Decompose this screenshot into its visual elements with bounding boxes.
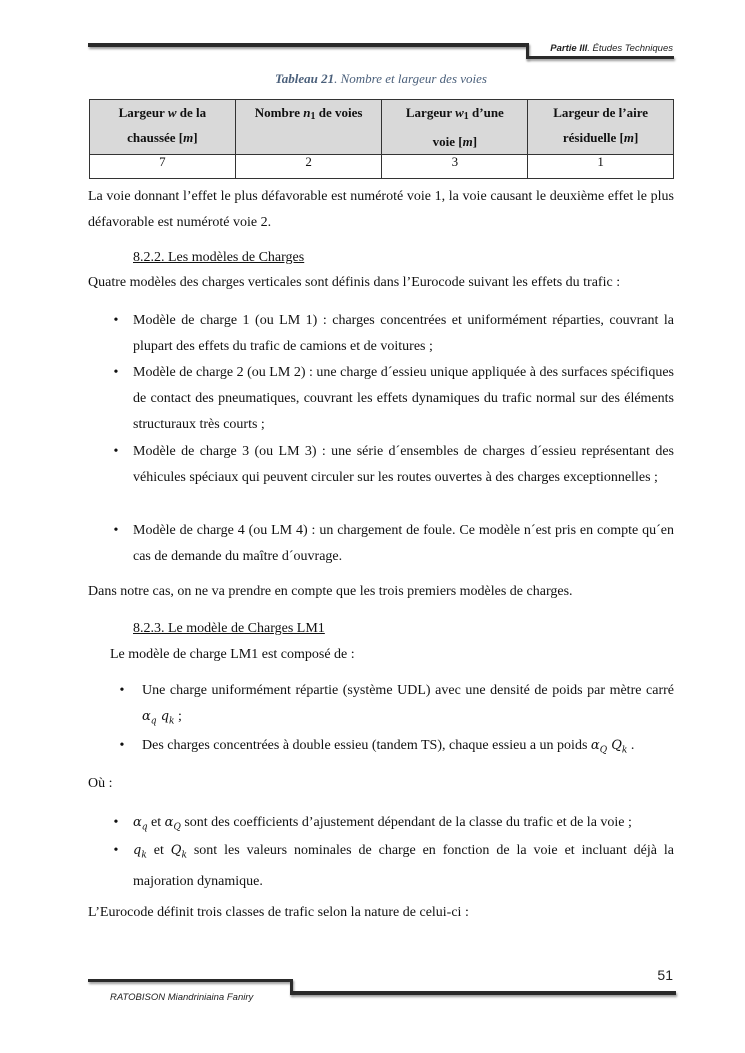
list-item-alpha-coefficients: $\alpha_q$ et $\alpha_Q$ sont des coefficients d’ajustement dépendant de la classe du trafic et de la voie ; — [133, 815, 632, 833]
col-header-residual-area-width: Largeur de l’aire résiduelle [m] — [528, 100, 674, 155]
section-heading-8-2-3: 8.2.3. Le modèle de Charges LM1 — [133, 621, 325, 636]
list-item-lm4: Modèle de charge 4 (ou LM 4) : un chargement de foule. Ce modèle n´est pris en compte qu´en cas de demande du maître d´ouvrage. — [133, 523, 674, 564]
list-item-lm1: Modèle de charge 1 (ou LM 1) : charges concentrées et uniformément réparties, couvrant la plupart des effets du trafic de camions et de voitures ; — [133, 313, 674, 354]
table-cell: 3 — [382, 155, 528, 179]
bullet-icon: • — [119, 683, 125, 698]
table-cell: 7 — [90, 155, 236, 179]
list-item-udl: Une charge uniformément répartie (système UDL) avec une densité de poids par mètre carré $\alpha_q$ $q_k$ ; — [142, 683, 674, 727]
table-cell: 1 — [528, 155, 674, 179]
col-header-carriageway-width: Largeur w de la chaussée [m] — [90, 100, 236, 155]
table-caption: Tableau 21. Nombre et largeur des voies — [275, 71, 487, 86]
list-item-nominal-values: $q_k$ et $Q_k$ sont les valeurs nominales de charge en fonction de la voie et incluant déjà la majoration dynamique. — [133, 843, 674, 889]
bullet-icon: • — [113, 365, 119, 380]
footer-rule-right — [290, 991, 676, 995]
page-number: 51 — [657, 967, 673, 983]
footer-rule — [88, 979, 292, 982]
list-item-lm3: Modèle de charge 3 (ou LM 3) : une série d´ensembles de charges d´essieu représentant des véhicules spéciaux qui peuvent circuler sur les routes ouvertes à des charges exceptionnelles ; — [133, 444, 674, 485]
bullet-icon: • — [119, 738, 125, 753]
running-header: Partie III. Études Techniques — [550, 43, 673, 54]
col-header-lane-count: Nombre $n_1$ de voies — [235, 100, 382, 155]
paragraph-models-intro: Quatre modèles des charges verticales sont définis dans l’Eurocode suivant les effets du trafic : — [88, 275, 621, 290]
list-item-lm2: Modèle de charge 2 (ou LM 2) : une charge d´essieu unique appliquée à des surfaces spécifiques de contact des pneumatiques, couvrant les effets dynamiques du trafic normal sur des éléments structuraux très courts ; — [133, 365, 674, 432]
paragraph-lane-numbering: La voie donnant l’effet le plus défavorable est numéroté voie 1, la voie causant le deuxième effet le plus défavorable est numéroté voie 2. — [88, 189, 674, 230]
alpha-Q-Qk-symbol: $\alpha_Q$ $Q_k$ — [590, 738, 628, 756]
header-rule — [88, 43, 528, 47]
section-heading-8-2-2: 8.2.2. Les modèles de Charges — [133, 250, 305, 265]
list-item-tandem: Des charges concentrées à double essieu (tandem TS), chaque essieu a un poids $\alpha_Q$ $Q_k$ . — [142, 738, 635, 756]
paragraph-traffic-classes: L’Eurocode définit trois classes de trafic selon la nature de celui-ci : — [88, 905, 469, 920]
lanes-table — [89, 99, 674, 179]
table-row — [90, 155, 674, 179]
col-header-lane-width: Largeur $w_1$ d’une voie [m] — [382, 100, 528, 155]
table-header-row — [90, 100, 674, 155]
bullet-icon: • — [113, 444, 119, 459]
table-cell: 2 — [235, 155, 382, 179]
paragraph-scope: Dans notre cas, on ne va prendre en compte que les trois premiers modèles de charges. — [88, 584, 573, 599]
bullet-icon: • — [113, 815, 119, 830]
alpha-q-qk-symbol: $\alpha_q$ $q_k$ — [142, 709, 175, 727]
paragraph-lm1-intro: Le modèle de charge LM1 est composé de : — [110, 647, 355, 662]
bullet-icon: • — [113, 523, 119, 538]
bullet-icon: • — [113, 313, 119, 328]
header-rule-right — [526, 56, 674, 59]
bullet-icon: • — [113, 843, 119, 858]
footer-author: RATOBISON Miandriniaina Faniry — [110, 992, 254, 1003]
paragraph-where: Où : — [88, 776, 113, 791]
